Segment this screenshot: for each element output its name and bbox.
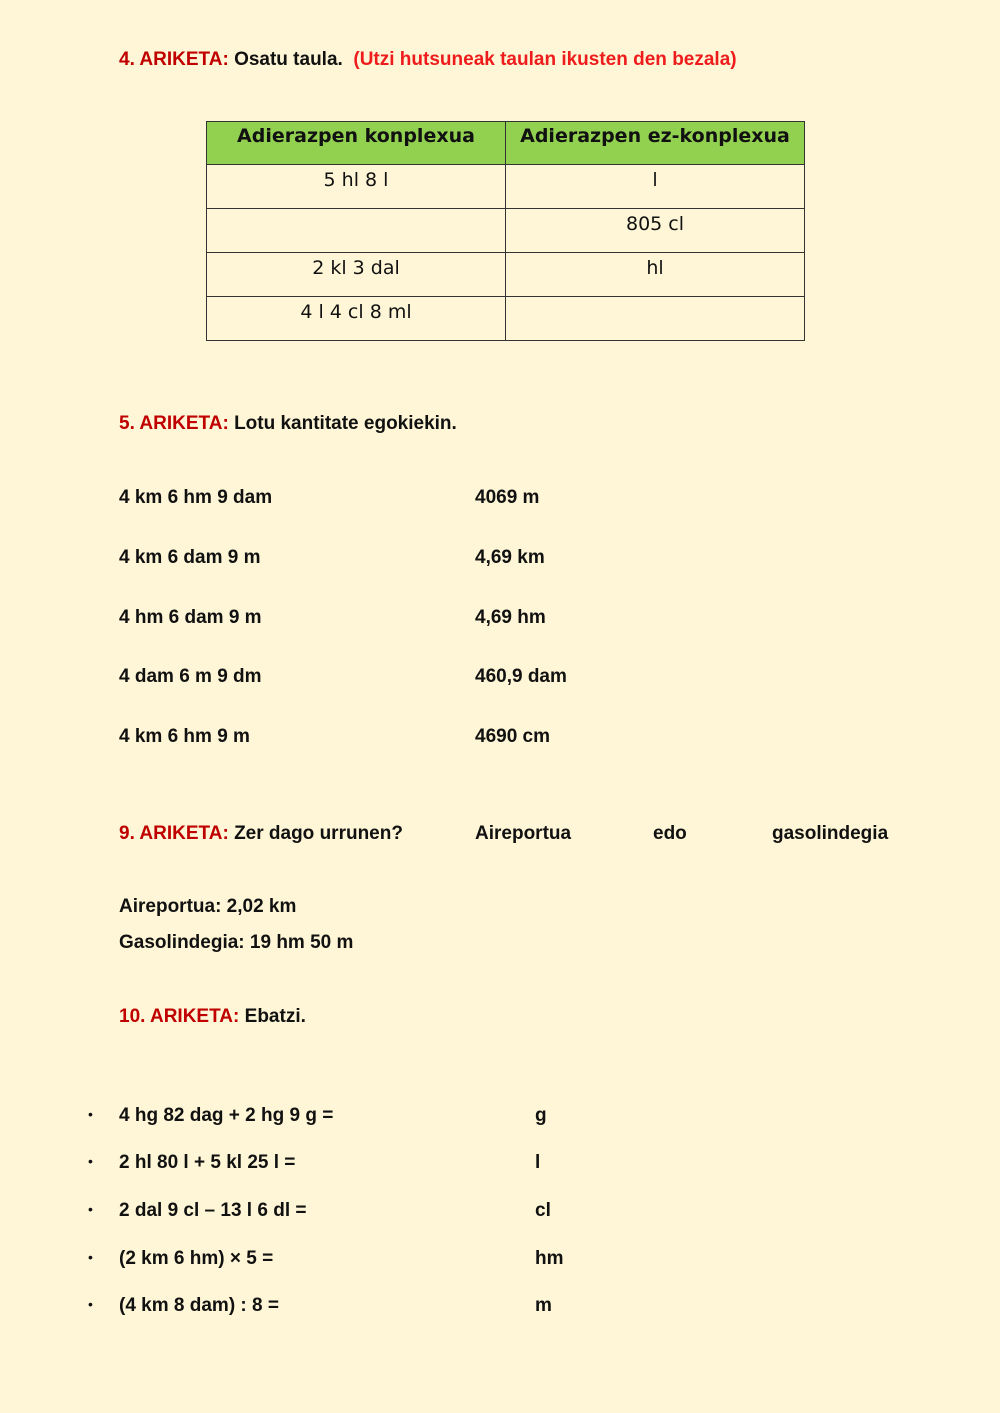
ex9-option-airport[interactable]: Aireportua bbox=[475, 823, 572, 844]
match-right-item[interactable]: 4,69 km bbox=[475, 547, 545, 568]
problem-expression: (4 km 8 dam) : 8 = bbox=[119, 1295, 279, 1316]
problem-expression: (2 km 6 hm) × 5 = bbox=[119, 1248, 274, 1269]
problem-expression: 2 dal 9 cl – 13 l 6 dl = bbox=[119, 1200, 307, 1221]
ex9-or: edo bbox=[653, 823, 687, 844]
problem-expression: 4 hg 82 dag + 2 hg 9 g = bbox=[119, 1105, 334, 1126]
table-cell-simple[interactable]: hl bbox=[506, 253, 805, 297]
problem-expression: 2 hl 80 l + 5 kl 25 l = bbox=[119, 1152, 296, 1173]
match-left-item[interactable]: 4 hm 6 dam 9 m bbox=[119, 607, 262, 628]
ex9-gas-distance: Gasolindegia: 19 hm 50 m bbox=[119, 932, 354, 953]
ex4-number: 4. ARIKETA: bbox=[119, 49, 229, 70]
ex4-table bbox=[206, 121, 805, 341]
problem-unit[interactable]: hm bbox=[535, 1248, 564, 1269]
problem-unit[interactable]: cl bbox=[535, 1200, 551, 1221]
match-left-item[interactable]: 4 dam 6 m 9 dm bbox=[119, 666, 262, 687]
ex5-heading bbox=[119, 413, 457, 435]
table-row bbox=[207, 209, 805, 253]
problem-unit[interactable]: m bbox=[535, 1295, 552, 1316]
problem-unit[interactable]: l bbox=[535, 1152, 541, 1173]
table-cell-complex[interactable] bbox=[207, 209, 506, 253]
ex5-number: 5. ARIKETA: bbox=[119, 413, 229, 434]
match-left-item[interactable]: 4 km 6 hm 9 m bbox=[119, 726, 250, 747]
ex4-heading bbox=[119, 49, 737, 71]
ex4-title: Osatu taula. bbox=[234, 49, 343, 70]
ex10-title: Ebatzi. bbox=[244, 1006, 306, 1027]
ex9-heading bbox=[119, 823, 403, 845]
table-row bbox=[207, 253, 805, 297]
bullet-icon: • bbox=[88, 1153, 93, 1169]
match-right-item[interactable]: 4069 m bbox=[475, 487, 540, 508]
table-header-complex: Adierazpen konplexua bbox=[207, 122, 506, 165]
ex9-number: 9. ARIKETA: bbox=[119, 823, 229, 844]
match-right-item[interactable]: 4,69 hm bbox=[475, 607, 546, 628]
ex9-option-gas-station[interactable]: gasolindegia bbox=[772, 823, 889, 844]
ex9-question: Zer dago urrunen? bbox=[234, 823, 403, 844]
table-row bbox=[207, 165, 805, 209]
bullet-icon: • bbox=[88, 1249, 93, 1265]
table-header-row bbox=[207, 122, 805, 165]
ex10-number: 10. ARIKETA: bbox=[119, 1006, 240, 1027]
table-cell-simple[interactable]: 805 cl bbox=[506, 209, 805, 253]
ex5-title: Lotu kantitate egokiekin. bbox=[234, 413, 457, 434]
match-right-item[interactable]: 4690 cm bbox=[475, 726, 551, 747]
ex9-airport-distance: Aireportua: 2,02 km bbox=[119, 896, 297, 917]
match-right-item[interactable]: 460,9 dam bbox=[475, 666, 567, 687]
ex10-heading bbox=[119, 1006, 306, 1028]
problem-unit[interactable]: g bbox=[535, 1105, 547, 1126]
table-cell-complex[interactable]: 2 kl 3 dal bbox=[207, 253, 506, 297]
bullet-icon: • bbox=[88, 1201, 93, 1217]
table-row bbox=[207, 297, 805, 341]
table-cell-complex[interactable]: 5 hl 8 l bbox=[207, 165, 506, 209]
match-left-item[interactable]: 4 km 6 hm 9 dam bbox=[119, 487, 273, 508]
ex4-note: (Utzi hutsuneak taulan ikusten den bezala) bbox=[353, 49, 737, 70]
match-left-item[interactable]: 4 km 6 dam 9 m bbox=[119, 547, 261, 568]
table-cell-complex[interactable]: 4 l 4 cl 8 ml bbox=[207, 297, 506, 341]
bullet-icon: • bbox=[88, 1106, 93, 1122]
table-cell-simple[interactable]: l bbox=[506, 165, 805, 209]
bullet-icon: • bbox=[88, 1296, 93, 1312]
table-cell-simple[interactable] bbox=[506, 297, 805, 341]
table-header-simple: Adierazpen ez-konplexua bbox=[506, 122, 805, 165]
